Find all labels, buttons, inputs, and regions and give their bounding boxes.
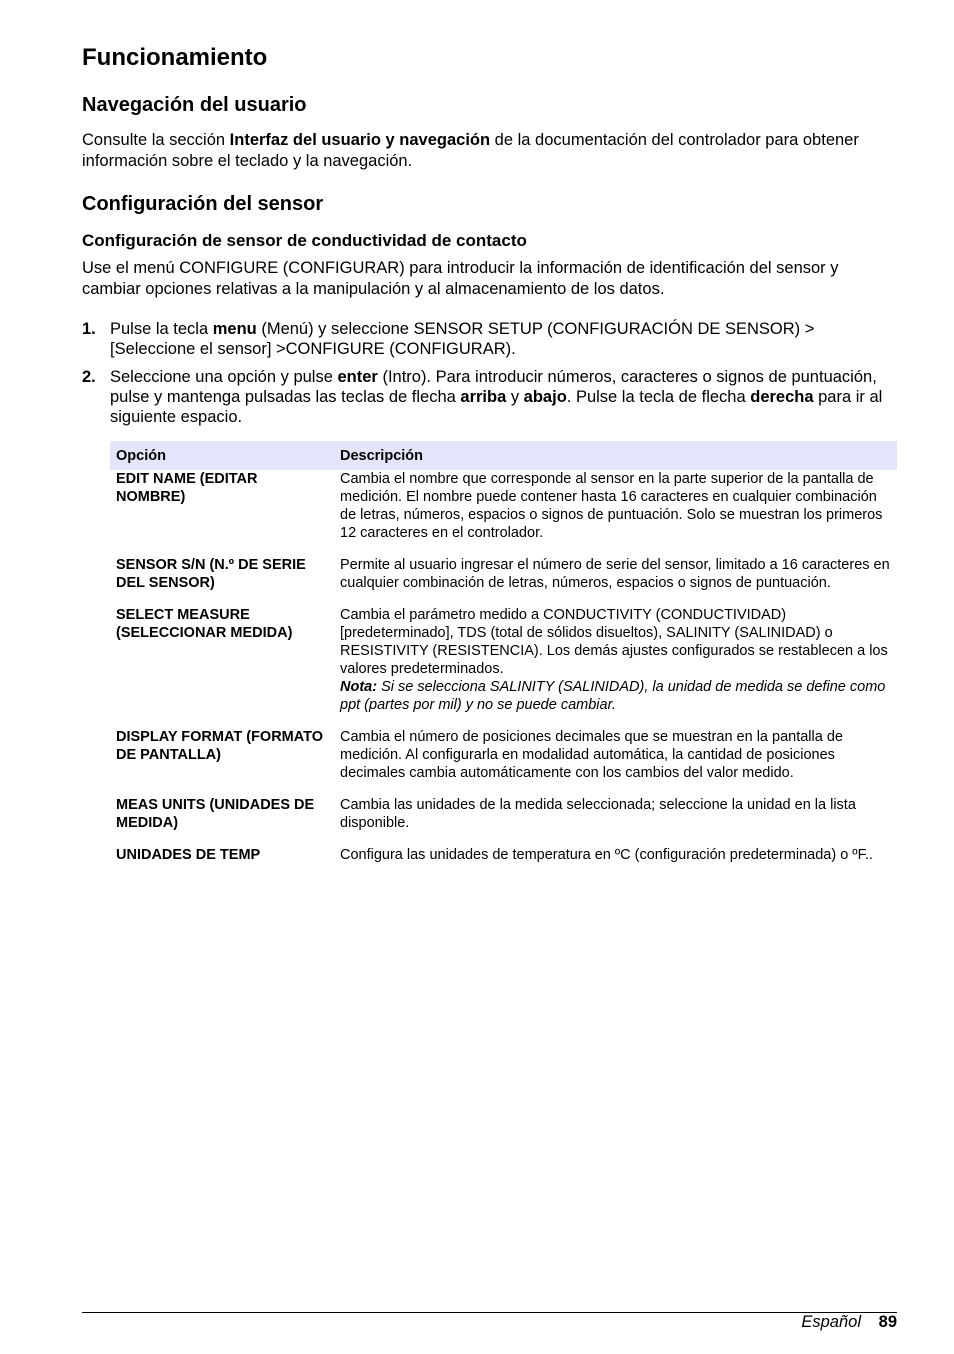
description-cell: Cambia el número de posiciones decimales que se muestran en la pantalla de medición. Al configurarla en modalidad automática, la cantidad de posiciones decimales cambia automáticamente con los cambios del valor medido. <box>340 729 843 781</box>
description-cell: Cambia el parámetro medido a CONDUCTIVITY (CONDUCTIVIDAD) [predeterminado], TDS (total de sólidos disueltos), SALINITY (SALINIDAD) o RESISTIVITY (RESISTENCIA). Los demás ajustes configurados se restablecen a los valores predeterminados. Nota: Si se selecciona SALINITY (SALINIDAD), la unidad de medida se define como ppt (partes por mil) y no se puede cambiar. <box>340 607 888 713</box>
table-row <box>110 606 897 728</box>
note-label: Nota: <box>340 679 378 695</box>
table-header-row <box>110 441 897 470</box>
table-row <box>110 846 897 878</box>
options-table <box>110 441 897 878</box>
section-heading-sensor-config: Configuración del sensor <box>82 193 324 215</box>
doc-reference: Interfaz del usuario y navegación <box>229 131 491 149</box>
description-cell: Permite al usuario ingresar el número de serie del sensor, limitado a 16 caracteres en cualquier combinación de letras, números, espacios o signos de puntuación. <box>340 557 890 591</box>
step-number: 2. <box>82 368 96 386</box>
option-cell: EDIT NAME (EDITAR NOMBRE) <box>116 471 258 505</box>
column-header-description: Descripción <box>334 441 897 470</box>
table-row <box>110 728 897 796</box>
description-cell: Configura las unidades de temperatura en ºC (configuración predeterminada) o ºF.. <box>340 847 873 863</box>
page-title: Funcionamiento <box>82 44 268 71</box>
footer-divider <box>82 1312 897 1313</box>
option-cell: DISPLAY FORMAT (FORMATO DE PANTALLA) <box>116 729 324 763</box>
config-intro-paragraph: Use el menú CONFIGURE (CONFIGURAR) para introducir la información de identificación del sensor y cambiar opciones relativas a la manipulación y al almacenamiento de los datos. <box>82 259 839 298</box>
step-number: 1. <box>82 320 96 338</box>
step-text: Seleccione una opción y pulse enter (Intro). Para introducir números, caracteres o signos de puntuación, pulse y mantenga pulsadas las teclas de flecha arriba y abajo. Pulse la tecla de flecha derecha para ir al siguiente espacio. <box>110 368 883 426</box>
column-header-option: Opción <box>110 441 334 470</box>
subsection-heading-contact-conductivity: Configuración de sensor de conductividad de contacto <box>82 231 527 250</box>
table-row <box>110 796 897 846</box>
option-cell: SELECT MEASURE (SELECCIONAR MEDIDA) <box>116 607 293 641</box>
description-cell: Cambia las unidades de la medida seleccionada; seleccione la unidad en la lista disponible. <box>340 797 856 831</box>
table-row <box>110 556 897 606</box>
option-cell: SENSOR S/N (N.º DE SERIE DEL SENSOR) <box>116 557 306 591</box>
option-cell: MEAS UNITS (UNIDADES DE MEDIDA) <box>116 797 315 831</box>
section-heading-user-navigation: Navegación del usuario <box>82 94 307 116</box>
note-text: Si se selecciona SALINITY (SALINIDAD), la unidad de medida se define como ppt (partes por mil) y no se puede cambiar. <box>340 679 886 713</box>
step-text: Pulse la tecla menu (Menú) y seleccione SENSOR SETUP (CONFIGURACIÓN DE SENSOR) > [Seleccione el sensor] >CONFIGURE (CONFIGURAR). <box>110 320 815 358</box>
table-row <box>110 470 897 556</box>
footer-language: Español <box>801 1313 861 1331</box>
user-navigation-paragraph: Consulte la sección Interfaz del usuario y navegación de la documentación del controlador para obtener información sobre el teclado y la navegación. <box>82 131 859 170</box>
description-cell: Cambia el nombre que corresponde al sensor en la parte superior de la pantalla de medición. El nombre puede contener hasta 16 caracteres en cualquier combinación de letras, números, espacios o signos de puntuación. Solo se muestran los primeros 12 caracteres en el controlador. <box>340 471 883 541</box>
page-number: 89 <box>878 1313 897 1331</box>
option-cell: UNIDADES DE TEMP <box>116 847 261 863</box>
